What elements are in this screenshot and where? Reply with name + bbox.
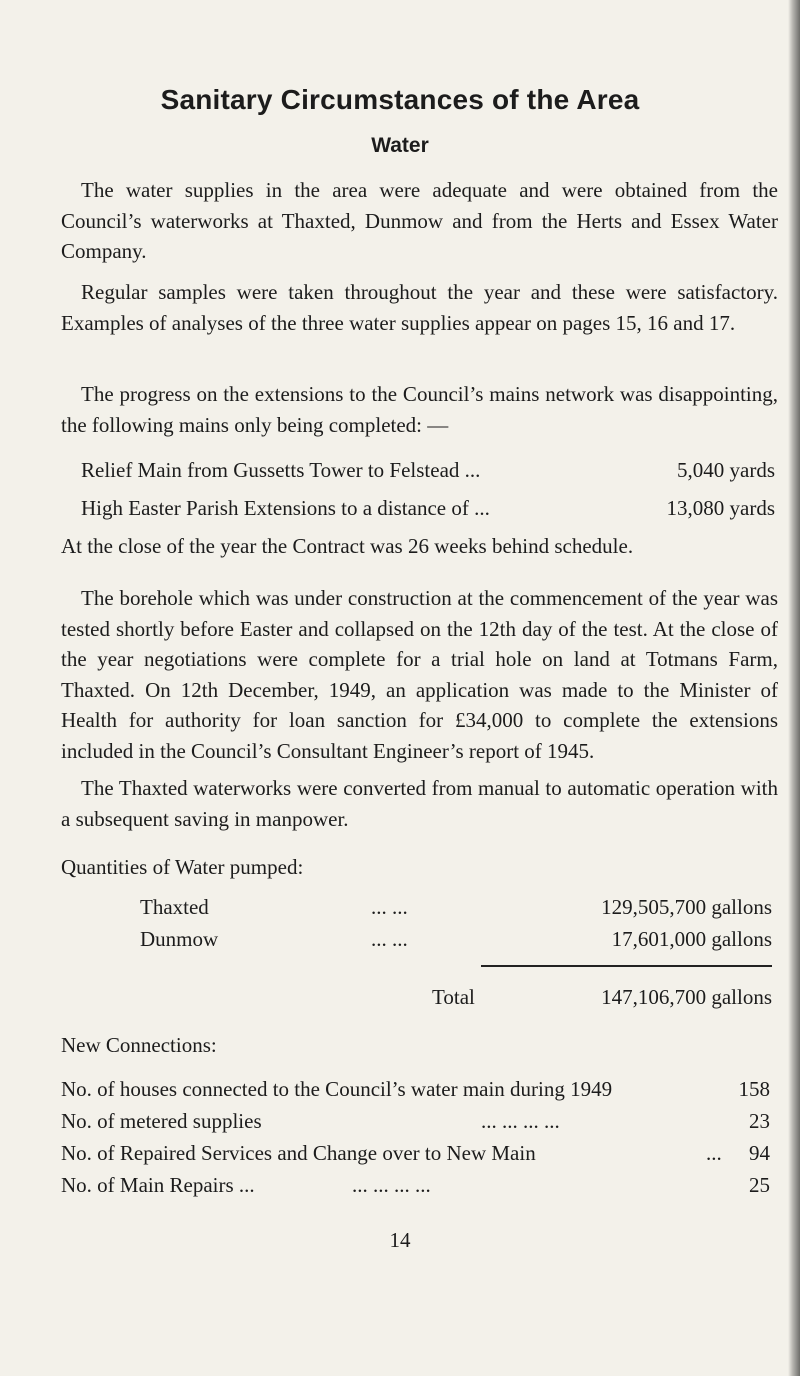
mains-item-length: 13,080 yards bbox=[666, 496, 775, 520]
page-title: Sanitary Circumstances of the Area bbox=[160, 84, 640, 115]
leader-dots: ... ... bbox=[371, 927, 408, 951]
connection-label: No. of houses connected to the Council’s water main during 1949 bbox=[61, 1077, 613, 1101]
quantities-heading: Quantities of Water pumped: bbox=[61, 855, 304, 879]
leader-dots: ... ... bbox=[371, 895, 408, 919]
contract-note: At the close of the year the Contract was 26 weeks behind schedule. bbox=[61, 534, 634, 558]
paragraph-mains-progress: The progress on the extensions to the Council’s mains network was disappointing, the following mains only being completed: — bbox=[61, 382, 778, 437]
leader-dots: ... ... ... ... bbox=[481, 1109, 560, 1133]
mains-item-length: 5,040 yards bbox=[677, 458, 775, 482]
connection-label: No. of Repaired Services and Change over to New Main bbox=[61, 1141, 536, 1165]
quantity-place: Thaxted bbox=[140, 895, 209, 919]
total-rule bbox=[481, 965, 772, 967]
page-number: 14 bbox=[389, 1228, 411, 1252]
paragraph-borehole: The borehole which was under construction at the commencement of the year was tested shortly before Easter and collapsed on the 12th day of the test. At the close of the year negotiations were complete for a trial hole on land at Totmans Farm, Thaxted. On 12th December, 1949, an application was made to the Minister of Health for authority for loan sanction for £34,000 to complete the extensions included in the Council’s Consultant Engineer’s report of 1945. bbox=[61, 586, 778, 763]
paragraph-samples: Regular samples were taken throughout the year and these were satisfactory. Examples of analyses of the three water supplies appear on pages 15, 16 and 17. bbox=[61, 280, 778, 335]
connection-value: 158 bbox=[738, 1077, 770, 1101]
connections-heading: New Connections: bbox=[61, 1033, 217, 1057]
connection-value: 25 bbox=[749, 1173, 770, 1197]
quantity-place: Dunmow bbox=[140, 927, 219, 951]
mains-item-label: High Easter Parish Extensions to a distance of ... bbox=[81, 496, 490, 520]
mains-item-label: Relief Main from Gussetts Tower to Felstead ... bbox=[81, 458, 481, 482]
quantity-amount: 129,505,700 gallons bbox=[601, 895, 772, 919]
connection-value: 23 bbox=[749, 1109, 770, 1133]
leader-dots: ... ... ... ... bbox=[352, 1173, 431, 1197]
paragraph-automation: The Thaxted waterworks were converted from manual to automatic operation with a subsequent saving in manpower. bbox=[61, 776, 778, 831]
page-edge-shadow bbox=[788, 0, 800, 1376]
quantity-amount: 17,601,000 gallons bbox=[611, 927, 772, 951]
total-amount: 147,106,700 gallons bbox=[601, 985, 772, 1009]
paragraph-water-supplies: The water supplies in the area were adequate and were obtained from the Council’s waterworks at Thaxted, Dunmow and from the Herts and Essex Water Company. bbox=[61, 178, 778, 263]
connection-label: No. of Main Repairs ... bbox=[61, 1173, 255, 1197]
total-label: Total bbox=[432, 985, 475, 1009]
section-heading: Water bbox=[371, 134, 429, 157]
leader-dots: ... bbox=[706, 1141, 722, 1165]
connection-label: No. of metered supplies bbox=[61, 1109, 262, 1133]
connection-value: 94 bbox=[749, 1141, 770, 1165]
